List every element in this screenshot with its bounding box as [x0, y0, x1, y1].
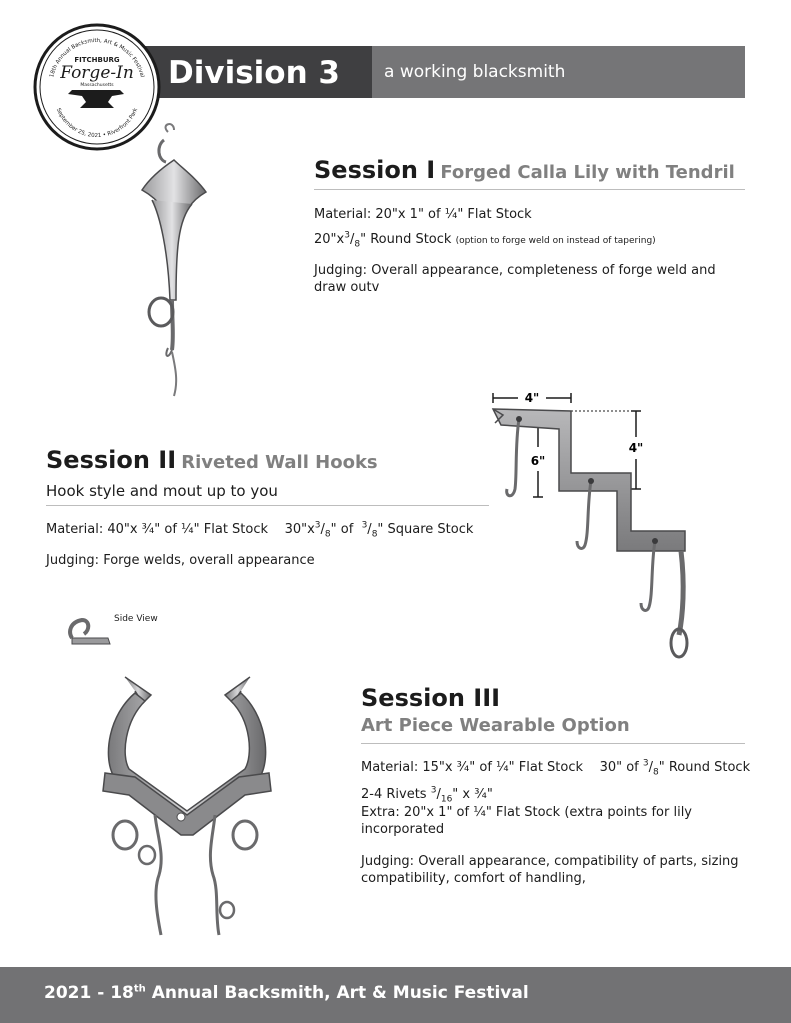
calla-lily-illustration [130, 120, 220, 400]
session3-extra: Extra: 20"x 1" of ¼" Flat Stock (extra points for lily incorporated [361, 805, 692, 837]
session3-name: Art Piece Wearable Option [361, 715, 630, 736]
session3-judging: Judging: Overall appearance, compatibility of parts, sizing compatibility, comfort of handling, [361, 854, 739, 886]
logo-name: Forge-In [60, 63, 134, 83]
wearable-art-illustration [95, 665, 280, 950]
session3-rule [361, 743, 745, 744]
session3-name-line [361, 715, 630, 736]
session1-stock: $20"x^3/_8$" Round Stock (option to forge weld on instead of tapering) [314, 230, 656, 250]
session2-subtitle: Hook style and mout up to you [46, 482, 278, 500]
session2-heading [46, 446, 378, 474]
logo-city: FITCHBURG [74, 56, 120, 64]
side-view-label: Side View [114, 614, 158, 624]
session2-material: Material: 40"x ¾" of ¼" Flat Stock $30"x^3/_8$" of $^3/_8$" Square Stock [46, 520, 474, 540]
session2-name: Riveted Wall Hooks [181, 452, 378, 473]
dimension-height-label: 4" [628, 441, 644, 455]
wall-hooks-illustration [485, 385, 695, 685]
session1-rule [314, 189, 745, 190]
session3-rivets: 2-4 Rivets $^3/_{16}$" x ¾" [361, 785, 493, 805]
side-view-illustration [68, 612, 118, 648]
session1-judging: Judging: Overall appearance, completeness of forge weld and draw outv [314, 263, 716, 295]
session3-number: Session III [361, 684, 501, 712]
session1-stock-note: (option to forge weld on instead of tapering) [455, 236, 656, 246]
footer-text: 2021 - 18th Annual Backsmith, Art & Music Festival [44, 983, 529, 1003]
session1-name: Forged Calla Lily with Tendril [440, 162, 735, 183]
dimension-hook-label: 6" [530, 454, 546, 468]
logo-arc-top-text: 18th Annual Backsmith, Art & Music Festival [49, 37, 145, 79]
session2-judging: Judging: Forge welds, overall appearance [46, 553, 315, 568]
session2-number: Session II [46, 446, 177, 474]
logo-state: Massachusetts [80, 83, 114, 88]
session1-material: Material: 20"x 1" of ¼" Flat Stock [314, 207, 532, 222]
session1-heading [314, 156, 735, 184]
session3-heading [361, 684, 500, 712]
session3-material: Material: 15"x ¾" of ¼" Flat Stock 30" of $^3/_8$" Round Stock [361, 758, 751, 778]
logo-arc-bottom-text: September 25, 2021 • Riverfront Park [54, 107, 140, 140]
division-subtitle: a working blacksmith [384, 62, 566, 82]
session2-rule [46, 505, 489, 506]
session1-number: Session I [314, 156, 436, 184]
dimension-width-label: 4" [524, 391, 540, 405]
division-title: Division 3 [168, 55, 340, 91]
